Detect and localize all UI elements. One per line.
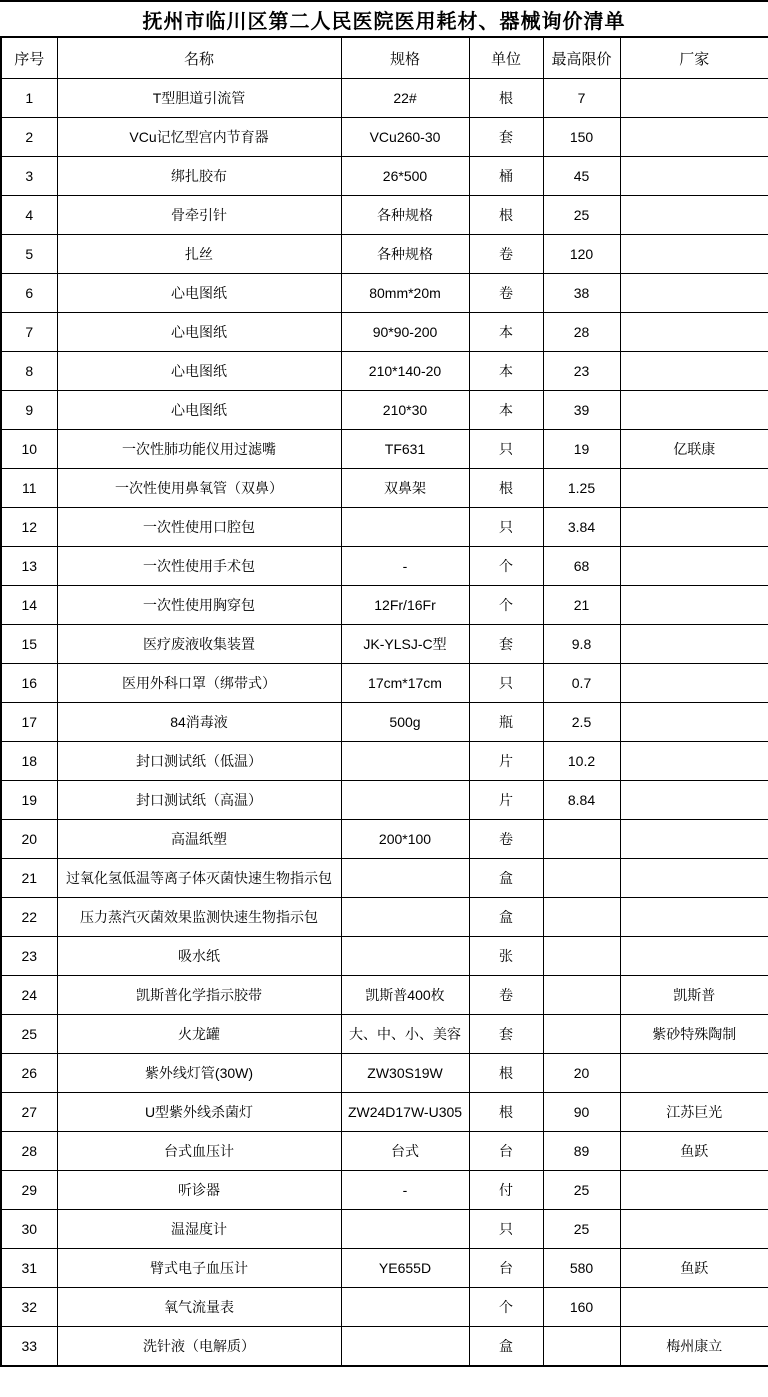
cell-seq: 5 [1,235,57,274]
cell-seq: 13 [1,547,57,586]
cell-unit: 本 [469,313,543,352]
table-row [1,1210,768,1249]
cell-seq: 20 [1,820,57,859]
cell-spec: 210*30 [341,391,469,430]
cell-unit: 根 [469,1054,543,1093]
cell-name: 一次性使用鼻氧管（双鼻） [57,469,341,508]
cell-unit: 根 [469,79,543,118]
cell-spec: 各种规格 [341,196,469,235]
cell-unit: 盒 [469,859,543,898]
column-header-spec: 规格 [341,37,469,79]
column-header-unit: 单位 [469,37,543,79]
cell-manufacturer [620,1288,768,1327]
cell-manufacturer [620,196,768,235]
table-row [1,937,768,976]
cell-manufacturer [620,118,768,157]
cell-max-price: 8.84 [543,781,620,820]
cell-spec [341,508,469,547]
cell-name: 紫外线灯管(30W) [57,1054,341,1093]
table-row [1,664,768,703]
cell-spec: - [341,1171,469,1210]
cell-max-price: 89 [543,1132,620,1171]
cell-name: 一次性使用口腔包 [57,508,341,547]
cell-max-price [543,937,620,976]
cell-seq: 12 [1,508,57,547]
cell-seq: 29 [1,1171,57,1210]
cell-unit: 卷 [469,976,543,1015]
cell-max-price: 90 [543,1093,620,1132]
table-row [1,781,768,820]
cell-spec: 12Fr/16Fr [341,586,469,625]
cell-unit: 片 [469,781,543,820]
cell-name: 听诊器 [57,1171,341,1210]
cell-unit: 个 [469,547,543,586]
cell-manufacturer [620,703,768,742]
cell-name: 一次性使用手术包 [57,547,341,586]
cell-name: T型胆道引流管 [57,79,341,118]
cell-name: 84消毒液 [57,703,341,742]
cell-name: 台式血压计 [57,1132,341,1171]
table-row [1,820,768,859]
cell-seq: 24 [1,976,57,1015]
cell-spec: YE655D [341,1249,469,1288]
cell-manufacturer: 亿联康 [620,430,768,469]
cell-name: VCu记忆型宫内节育器 [57,118,341,157]
cell-seq: 7 [1,313,57,352]
cell-unit: 张 [469,937,543,976]
table-row [1,391,768,430]
cell-name: 医疗废液收集装置 [57,625,341,664]
cell-unit: 卷 [469,274,543,313]
cell-spec: 210*140-20 [341,352,469,391]
cell-unit: 套 [469,1015,543,1054]
cell-name: 心电图纸 [57,274,341,313]
column-header-max-price: 最高限价 [543,37,620,79]
cell-unit: 台 [469,1249,543,1288]
cell-name: 绑扎胶布 [57,157,341,196]
cell-manufacturer [620,781,768,820]
cell-unit: 桶 [469,157,543,196]
cell-max-price: 1.25 [543,469,620,508]
cell-seq: 27 [1,1093,57,1132]
table-row [1,118,768,157]
cell-unit: 卷 [469,235,543,274]
cell-seq: 21 [1,859,57,898]
table-row [1,1249,768,1288]
cell-name: 温湿度计 [57,1210,341,1249]
cell-seq: 11 [1,469,57,508]
cell-spec [341,781,469,820]
table-row [1,508,768,547]
cell-seq: 19 [1,781,57,820]
cell-seq: 10 [1,430,57,469]
cell-manufacturer [620,1171,768,1210]
cell-name: 吸水纸 [57,937,341,976]
cell-seq: 4 [1,196,57,235]
cell-spec: 台式 [341,1132,469,1171]
cell-spec: ZW30S19W [341,1054,469,1093]
cell-seq: 8 [1,352,57,391]
cell-manufacturer [620,274,768,313]
table-row [1,469,768,508]
cell-spec: - [341,547,469,586]
table-row [1,352,768,391]
cell-manufacturer [620,469,768,508]
table-row [1,157,768,196]
cell-unit: 个 [469,586,543,625]
cell-seq: 16 [1,664,57,703]
cell-max-price [543,1015,620,1054]
cell-name: 扎丝 [57,235,341,274]
column-header-seq: 序号 [1,37,57,79]
cell-max-price: 21 [543,586,620,625]
cell-unit: 套 [469,625,543,664]
cell-seq: 18 [1,742,57,781]
cell-manufacturer [620,820,768,859]
cell-manufacturer [620,79,768,118]
cell-manufacturer [620,1054,768,1093]
table-row [1,196,768,235]
cell-max-price: 25 [543,1210,620,1249]
cell-seq: 3 [1,157,57,196]
cell-spec [341,1327,469,1367]
table-row [1,1288,768,1327]
cell-max-price: 580 [543,1249,620,1288]
cell-max-price [543,898,620,937]
cell-spec: 200*100 [341,820,469,859]
cell-name: 心电图纸 [57,313,341,352]
cell-max-price: 0.7 [543,664,620,703]
cell-name: 医用外科口罩（绑带式） [57,664,341,703]
cell-manufacturer: 鱼跃 [620,1132,768,1171]
table-row [1,1171,768,1210]
cell-unit: 瓶 [469,703,543,742]
table-row [1,1132,768,1171]
cell-max-price: 9.8 [543,625,620,664]
table-row [1,625,768,664]
cell-manufacturer [620,625,768,664]
cell-unit: 个 [469,1288,543,1327]
cell-manufacturer: 江苏巨光 [620,1093,768,1132]
cell-seq: 22 [1,898,57,937]
cell-max-price: 10.2 [543,742,620,781]
cell-name: 封口测试纸（高温） [57,781,341,820]
column-header-name: 名称 [57,37,341,79]
cell-name: 氧气流量表 [57,1288,341,1327]
cell-seq: 32 [1,1288,57,1327]
cell-spec: 凯斯普400枚 [341,976,469,1015]
cell-name: 一次性肺功能仪用过滤嘴 [57,430,341,469]
cell-manufacturer [620,859,768,898]
cell-seq: 6 [1,274,57,313]
cell-seq: 9 [1,391,57,430]
cell-seq: 17 [1,703,57,742]
cell-manufacturer [620,391,768,430]
cell-max-price [543,1327,620,1367]
cell-max-price [543,820,620,859]
cell-max-price: 150 [543,118,620,157]
cell-manufacturer: 凯斯普 [620,976,768,1015]
cell-unit: 盒 [469,1327,543,1367]
price-table [0,36,768,1367]
cell-seq: 33 [1,1327,57,1367]
cell-seq: 14 [1,586,57,625]
cell-max-price: 2.5 [543,703,620,742]
cell-name: 臂式电子血压计 [57,1249,341,1288]
cell-name: 火龙罐 [57,1015,341,1054]
cell-max-price: 20 [543,1054,620,1093]
table-row [1,1015,768,1054]
cell-unit: 盒 [469,898,543,937]
cell-manufacturer [620,586,768,625]
cell-name: 高温纸塑 [57,820,341,859]
cell-manufacturer [620,742,768,781]
column-header-manufacturer: 厂家 [620,37,768,79]
cell-spec: TF631 [341,430,469,469]
cell-max-price: 68 [543,547,620,586]
cell-spec: 双鼻架 [341,469,469,508]
cell-spec [341,859,469,898]
table-row [1,1093,768,1132]
cell-seq: 25 [1,1015,57,1054]
cell-manufacturer: 鱼跃 [620,1249,768,1288]
cell-name: 洗针液（电解质） [57,1327,341,1367]
table-row [1,547,768,586]
cell-spec: 各种规格 [341,235,469,274]
cell-manufacturer [620,313,768,352]
cell-spec [341,937,469,976]
cell-unit: 只 [469,508,543,547]
cell-spec: 500g [341,703,469,742]
cell-unit: 本 [469,391,543,430]
cell-spec [341,1210,469,1249]
cell-unit: 根 [469,1093,543,1132]
table-row [1,586,768,625]
table-row [1,859,768,898]
cell-manufacturer: 紫砂特殊陶制 [620,1015,768,1054]
table-row [1,1327,768,1367]
cell-unit: 根 [469,469,543,508]
cell-manufacturer [620,1210,768,1249]
page-title: 抚州市临川区第二人民医院医用耗材、器械询价清单 [0,0,768,36]
cell-spec: JK-YLSJ-C型 [341,625,469,664]
cell-manufacturer [620,157,768,196]
cell-name: 心电图纸 [57,352,341,391]
table-row [1,1054,768,1093]
cell-max-price: 160 [543,1288,620,1327]
cell-max-price: 38 [543,274,620,313]
cell-seq: 2 [1,118,57,157]
cell-name: 一次性使用胸穿包 [57,586,341,625]
cell-name: 骨牵引针 [57,196,341,235]
table-row [1,703,768,742]
cell-max-price: 45 [543,157,620,196]
cell-spec: 26*500 [341,157,469,196]
cell-unit: 台 [469,1132,543,1171]
table-row [1,742,768,781]
cell-max-price: 39 [543,391,620,430]
cell-max-price: 28 [543,313,620,352]
table-row [1,79,768,118]
cell-spec: 17cm*17cm [341,664,469,703]
cell-max-price: 25 [543,1171,620,1210]
cell-manufacturer [620,352,768,391]
cell-name: 封口测试纸（低温） [57,742,341,781]
table-row [1,274,768,313]
cell-seq: 1 [1,79,57,118]
cell-spec: VCu260-30 [341,118,469,157]
cell-name: 凯斯普化学指示胶带 [57,976,341,1015]
cell-spec [341,742,469,781]
cell-max-price [543,859,620,898]
cell-unit: 只 [469,664,543,703]
cell-max-price: 23 [543,352,620,391]
cell-manufacturer [620,898,768,937]
cell-spec [341,898,469,937]
cell-spec: 80mm*20m [341,274,469,313]
cell-name: U型紫外线杀菌灯 [57,1093,341,1132]
cell-seq: 30 [1,1210,57,1249]
cell-unit: 本 [469,352,543,391]
cell-manufacturer [620,508,768,547]
cell-manufacturer [620,664,768,703]
cell-spec [341,1288,469,1327]
table-body [1,79,768,1367]
table-row [1,313,768,352]
cell-name: 心电图纸 [57,391,341,430]
cell-spec: 22# [341,79,469,118]
cell-unit: 卷 [469,820,543,859]
table-row [1,430,768,469]
cell-max-price: 7 [543,79,620,118]
cell-seq: 28 [1,1132,57,1171]
cell-manufacturer [620,235,768,274]
cell-manufacturer [620,937,768,976]
cell-manufacturer [620,547,768,586]
cell-max-price [543,976,620,1015]
header-row [1,37,768,79]
cell-spec: 90*90-200 [341,313,469,352]
cell-unit: 付 [469,1171,543,1210]
cell-spec: ZW24D17W-U305 [341,1093,469,1132]
cell-unit: 片 [469,742,543,781]
cell-seq: 26 [1,1054,57,1093]
cell-max-price: 120 [543,235,620,274]
table-row [1,898,768,937]
cell-seq: 31 [1,1249,57,1288]
table-row [1,235,768,274]
cell-spec: 大、中、小、美容 [341,1015,469,1054]
table-row [1,976,768,1015]
cell-max-price: 3.84 [543,508,620,547]
cell-unit: 套 [469,118,543,157]
cell-max-price: 25 [543,196,620,235]
cell-name: 过氧化氢低温等离子体灭菌快速生物指示包 [57,859,341,898]
cell-name: 压力蒸汽灭菌效果监测快速生物指示包 [57,898,341,937]
cell-unit: 只 [469,1210,543,1249]
cell-unit: 只 [469,430,543,469]
cell-seq: 23 [1,937,57,976]
cell-unit: 根 [469,196,543,235]
cell-manufacturer: 梅州康立 [620,1327,768,1367]
cell-max-price: 19 [543,430,620,469]
cell-seq: 15 [1,625,57,664]
